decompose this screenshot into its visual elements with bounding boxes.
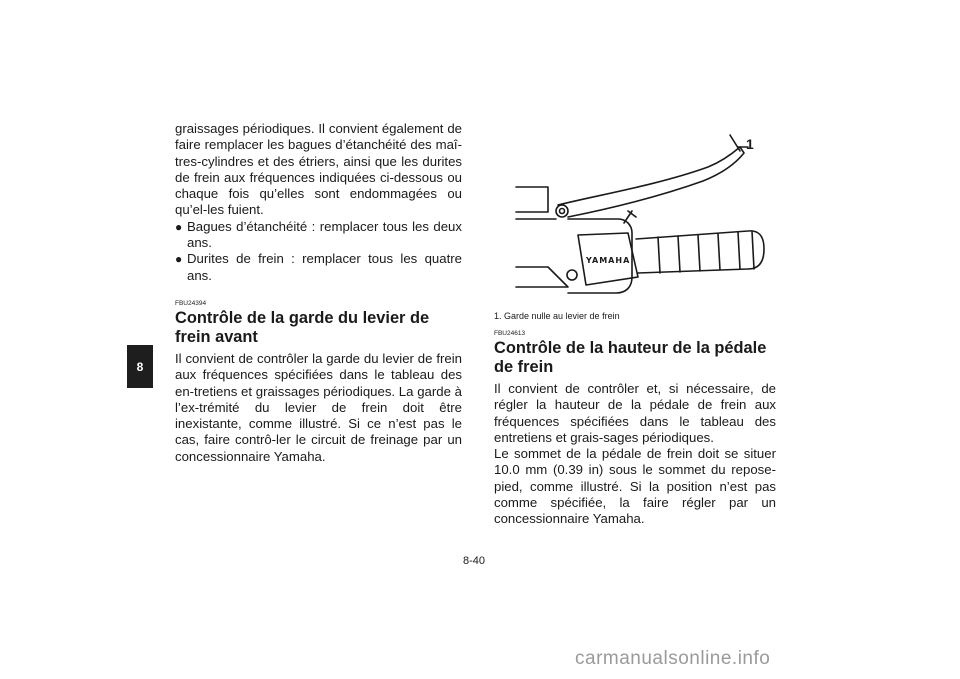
section-code: FBU24394 <box>175 299 207 307</box>
bullet-text: Durites de frein : remplacer tous les quatre ans. <box>187 251 462 283</box>
yamaha-logo: YAMAHA <box>586 256 631 265</box>
section-heading: Contrôle de la garde du levier de frein avant <box>175 308 430 346</box>
left-column <box>175 121 462 465</box>
bullet-item <box>175 219 462 252</box>
watermark: carmanualsonline.info <box>575 648 771 669</box>
section-body-2: Le sommet de la pédale de frein doit se situer 10.0 mm (0.39 in) sous le sommet du repose-pied, comme illustré. Si la position n’est pas comme spécifiée, la faire régler par un concessionnaire Yamaha. <box>494 446 776 527</box>
page-number: 8-40 <box>463 555 486 567</box>
bullet-text: Bagues d’étanchéité : remplacer tous les deux ans. <box>187 218 462 251</box>
section-code: FBU24613 <box>494 330 526 337</box>
chapter-tab: 8 <box>127 345 153 388</box>
section-heading: Contrôle de la hauteur de la pédale de frein <box>494 339 767 376</box>
bullet-icon: ● <box>175 219 183 234</box>
callout-number: 1 <box>746 136 754 152</box>
brake-lever-illustration <box>508 127 778 307</box>
bullet-icon: ● <box>175 252 183 267</box>
section-body: Il convient de contrôler la garde du levier de frein aux fréquences spécifiées dans le tableau des en-tretiens et graissages périodiques. La garde à l’ex-trémité du levier de frein doit être inexistante, comme illustré. Si ce n’est pas le cas, faire contrô-ler le circuit de freinage par un concessionnaire Yamaha. <box>175 350 462 464</box>
intro-paragraph: graissages périodiques. Il convient également de faire remplacer les bagues d’étanchéité des maî-tres-cylindres et des étriers, ainsi que les durites de frein aux fréquences indiquées ci-dessous ou chaque fois qu’elles sont endommagées ou qu’el-les fuient. <box>175 121 462 218</box>
figure-caption: 1. Garde nulle au levier de frein <box>494 311 620 321</box>
right-column <box>494 330 776 528</box>
section-body-1: Il convient de contrôler et, si nécessaire, de régler la hauteur de la pédale de frein aux fréquences spécifiées dans le tableau des entretiens et grais-sages périodiques. <box>494 381 776 445</box>
bullet-item <box>175 251 462 284</box>
